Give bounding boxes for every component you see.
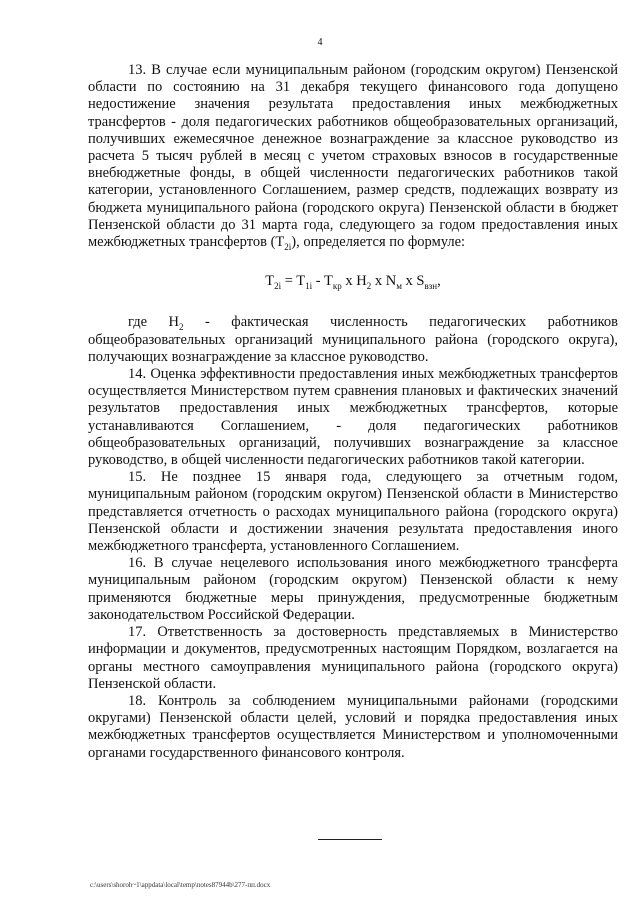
footer-file-path: c:\users\shoroh~1\appdata\local\temp\notes87944b\277-пп.docx bbox=[90, 881, 271, 889]
paragraph-13-text: 13. В случае если муниципальным районом (городским округом) Пензенской области по состоянию на 31 декабря текущего финансового года допущено недостижение значения результата предоставления иных межбюджетных трансфертов - доля педагогических работников общеобразовательных организаций, получивших ежемесячное денежное вознаграждение за классное руководство из расчета 5 тысяч рублей в месяц с учетом страховых взносов в государственные внебюджетные фонды, в общей численности педагогических работников такой категории, установленного Соглашением, размер средств, подлежащих возврату из бюджета муниципального района (городского округа) Пензенской области в бюджет Пензенской области до 31 марта года, следующего за годом предоставления иных межбюджетных трансфертов (T bbox=[88, 62, 618, 251]
formula-t2i-sub: 2i bbox=[274, 281, 282, 292]
paragraph-17: 17. Ответственность за достоверность представляемых в Министерство информации и документов, предусмотренных настоящим Порядком, возлагается на органы местного самоуправления муниципального района (городского округа) Пензенской области. bbox=[88, 624, 618, 692]
formula bbox=[88, 273, 618, 290]
formula-x1: x H bbox=[341, 273, 367, 290]
formula-eq: = T bbox=[281, 273, 306, 290]
formula-x2: x N bbox=[371, 273, 397, 290]
formula-nm-sub: м bbox=[396, 281, 402, 292]
paragraph-16: 16. В случае нецелевого использования иного межбюджетного трансферта муниципальным районом (городским округом) Пензенской области к нему применяются бюджетные меры принуждения, предусмотренные бюджетным законодательством Российской Федерации. bbox=[88, 555, 618, 623]
formula-t2i: T bbox=[265, 273, 275, 290]
formula-tkr-sub: кр bbox=[332, 281, 342, 292]
paragraph-where-sub: 2 bbox=[179, 322, 184, 333]
formula-svzn-sub: взн bbox=[424, 281, 438, 292]
paragraph-13-tail: ), определяется по формуле: bbox=[291, 234, 466, 251]
formula-end: , bbox=[437, 273, 441, 290]
paragraph-13 bbox=[88, 62, 618, 251]
formula-h2-sub: 2 bbox=[366, 281, 372, 292]
formula-minus: - T bbox=[312, 273, 333, 290]
paragraph-where-text: - фактическая численность педагогических работников общеобразовательных организаций муниципального района (городского округа), получающих вознаграждение за классное руководство. bbox=[88, 314, 618, 365]
paragraph-where-lead: где H bbox=[128, 314, 179, 331]
formula-x3: x S bbox=[401, 273, 425, 290]
footer-divider bbox=[318, 839, 382, 840]
paragraph-18: 18. Контроль за соблюдением муниципальными районами (городскими округами) Пензенской области целей, условий и порядка предоставления иных межбюджетных трансфертов осуществляется Министерством и уполномоченными органами государственного финансового контроля. bbox=[88, 692, 618, 761]
paragraph-where bbox=[88, 314, 618, 366]
paragraph-13-subscript: 2i bbox=[284, 241, 292, 252]
paragraph-15: 15. Не позднее 15 января года, следующего за отчетным годом, муниципальным районом (городским округом) Пензенской области в Министерство представляется отчетность о расходах муниципального района (городского округа) Пензенской области и достижении значения результата предоставления иного межбюджетного трансферта, установленного Соглашением. bbox=[88, 469, 618, 555]
paragraph-14: 14. Оценка эффективности предоставления иных межбюджетных трансфертов осуществляется Министерством путем сравнения плановых и фактических значений результатов предоставления иных межбюджетных трансфертов, которые устанавливаются Соглашением, - доля педагогических работников общеобразовательных организаций, получивших вознаграждение за классное руководство, в общей численности педагогических работников такой категории. bbox=[88, 366, 618, 469]
formula-t1i-sub: 1i bbox=[305, 281, 313, 292]
document-body bbox=[88, 62, 618, 762]
page-number: 4 bbox=[317, 37, 323, 48]
